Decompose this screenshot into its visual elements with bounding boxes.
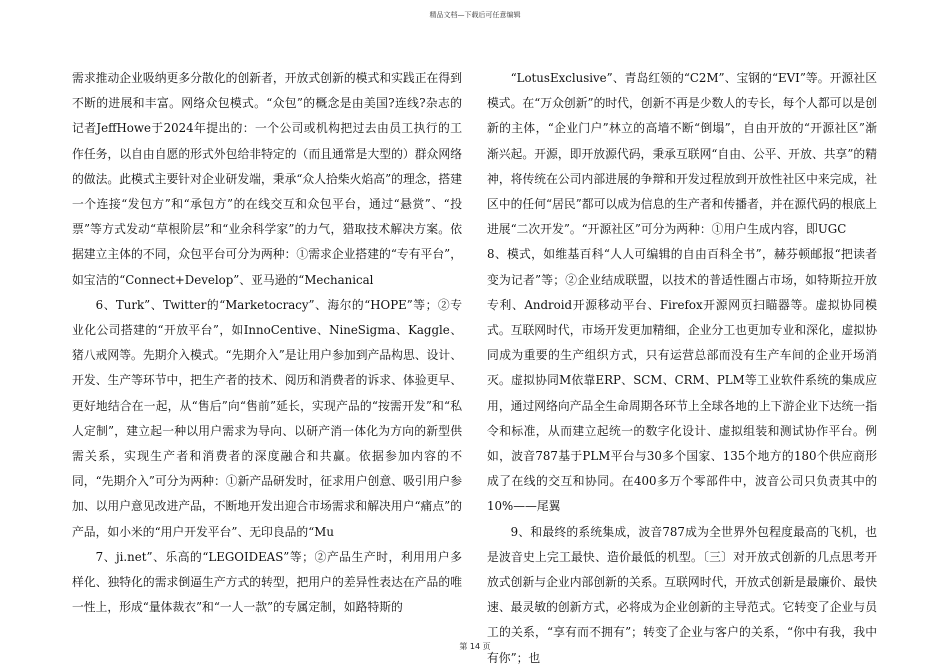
- page-header: 精品文档—下载后可任意编辑: [429, 11, 521, 19]
- paragraph: 7、ji.net”、乐高的“LEGOIDEAS”等；②产品生产时，利用用户多样化、独特化的需求倒逼生产方式的转型，把用户的差异性表达在产品的唯一性上，形成“量体裁衣”和“一人一款”的专属定制，如路特斯的: [72, 549, 462, 615]
- paragraph: 需求推动企业吸纳更多分散化的创新者，开放式创新的模式和实践正在得到不断的进展和丰富。网络众包模式。“众包”的概念是由美国?连线?杂志的记者JeffHowe于2024年提出的：一个公司或机构把过去由员工执行的工作任务，以自由自愿的形式外包给非特定的（而且通常是大型的）群众网络的做法。此模式主要针对企业研发端，秉承“众人拾柴火焰高”的理念，搭建一个连接“发包方”和“承包方”的在线交互和众包平台，通过“悬赏”、“投票”等方式发动“草根阶层”和“业余科学家”的力气，猎取技术解决方案。依据建立主体的不同，众包平台可分为两种：①需求企业搭建的“专有平台”，如宝洁的“Connect+Develop”、亚马逊的“Mechanical: [72, 71, 462, 287]
- right-column: [487, 66, 877, 671]
- paragraph: “LotusExclusive”、青岛红领的“C2M”、宝钢的“EVI”等。开源社区模式。在“万众创新”的时代，创新不再是少数人的专长，每个人都可以是创新的主体，“企业门户”林立的高墙不断“倒塌”，自由开放的“开源社区”渐渐兴起。开源，即开放源代码，秉承互联网“自由、公平、开放、共享”的精神，将传统在公司内部进展的争辩和开发过程放到开放性社区中来完成，社区中的任何“居民”都可以成为信息的生产者和传播者，并在源代码的根底上进展“二次开发”。“开源社区”可分为两种：①用户生成内容，即UGC: [487, 71, 877, 237]
- paragraph: 9、和最终的系统集成，波音787成为全世界外包程度最高的飞机，也是波音史上完工最快、造价最低的机型。〔三〕对开放式创新的几点思考开放式创新与企业内部创新的关系。互联网时代，开放式创新是最廉价、最快速、最灵敏的创新方式，必将成为企业创新的主导范式。它转变了企业与员工的关系，“享有而不拥有”；转变了企业与客户的关系，“你中有我，我中有你”；也: [487, 524, 877, 665]
- paragraph: 6、Turk”、Twitter的“Marketocracy”、海尔的“HOPE”等；②专业化公司搭建的“开放平台”，如InnoCentive、NineSigma、Kaggle、猪八戒网等。先期介入模式。“先期介入”是让用户参加到产品构思、设计、开发、生产等环节中，把生产者的技术、阅历和消费者的诉求、体验更早、更好地结合在一起，从“售后”向“售前”延长，实现产品的“按需开发”和“私人定制”，建立起一种以用户需求为导向、以研产消一体化为方向的新型供需关系，实现生产者和消费者的深度融合和共赢。依据参加内容的不同，“先期介入”可分为两种：①新产品研发时，征求用户创意、吸引用户参加、以用户意见改进产品，不断地开发出迎合市场需求和解决用户“痛点”的产品，如小米的“用户开发平台”、无印良品的“Mu: [72, 297, 462, 539]
- page-number: 第 14 页: [459, 642, 491, 651]
- paragraph: 8、模式，如维基百科“人人可编辑的自由百科全书”，赫芬顿邮报“把读者变为记者”等；②企业结成联盟，以技术的普适性圈占市场，如特斯拉开放专利、Android开源移动平台、Firefox开源网页扫瞄器等。虚拟协同模式。互联网时代，市场开发更加精细，企业分工也更加专业和深化，虚拟协同成为重要的生产组织方式，只有运营总部而没有生产车间的企业开场消灭。虚拟协同M依靠ERP、SCM、CRM、PLM等工业软件系统的集成应用，通过网络向产品全生命周期各环节上全球各地的上下游企业下达统一指令和标准，从而建立起统一的数字化设计、虚拟组装和测试协作平台。例如，波音787基于PLM平台与30多个国家、135个地方的180个供应商形成了在线的交互和协同。在400多万个零部件中，波音公司只负责其中的10%——尾翼: [487, 247, 877, 514]
- left-column: [72, 66, 462, 620]
